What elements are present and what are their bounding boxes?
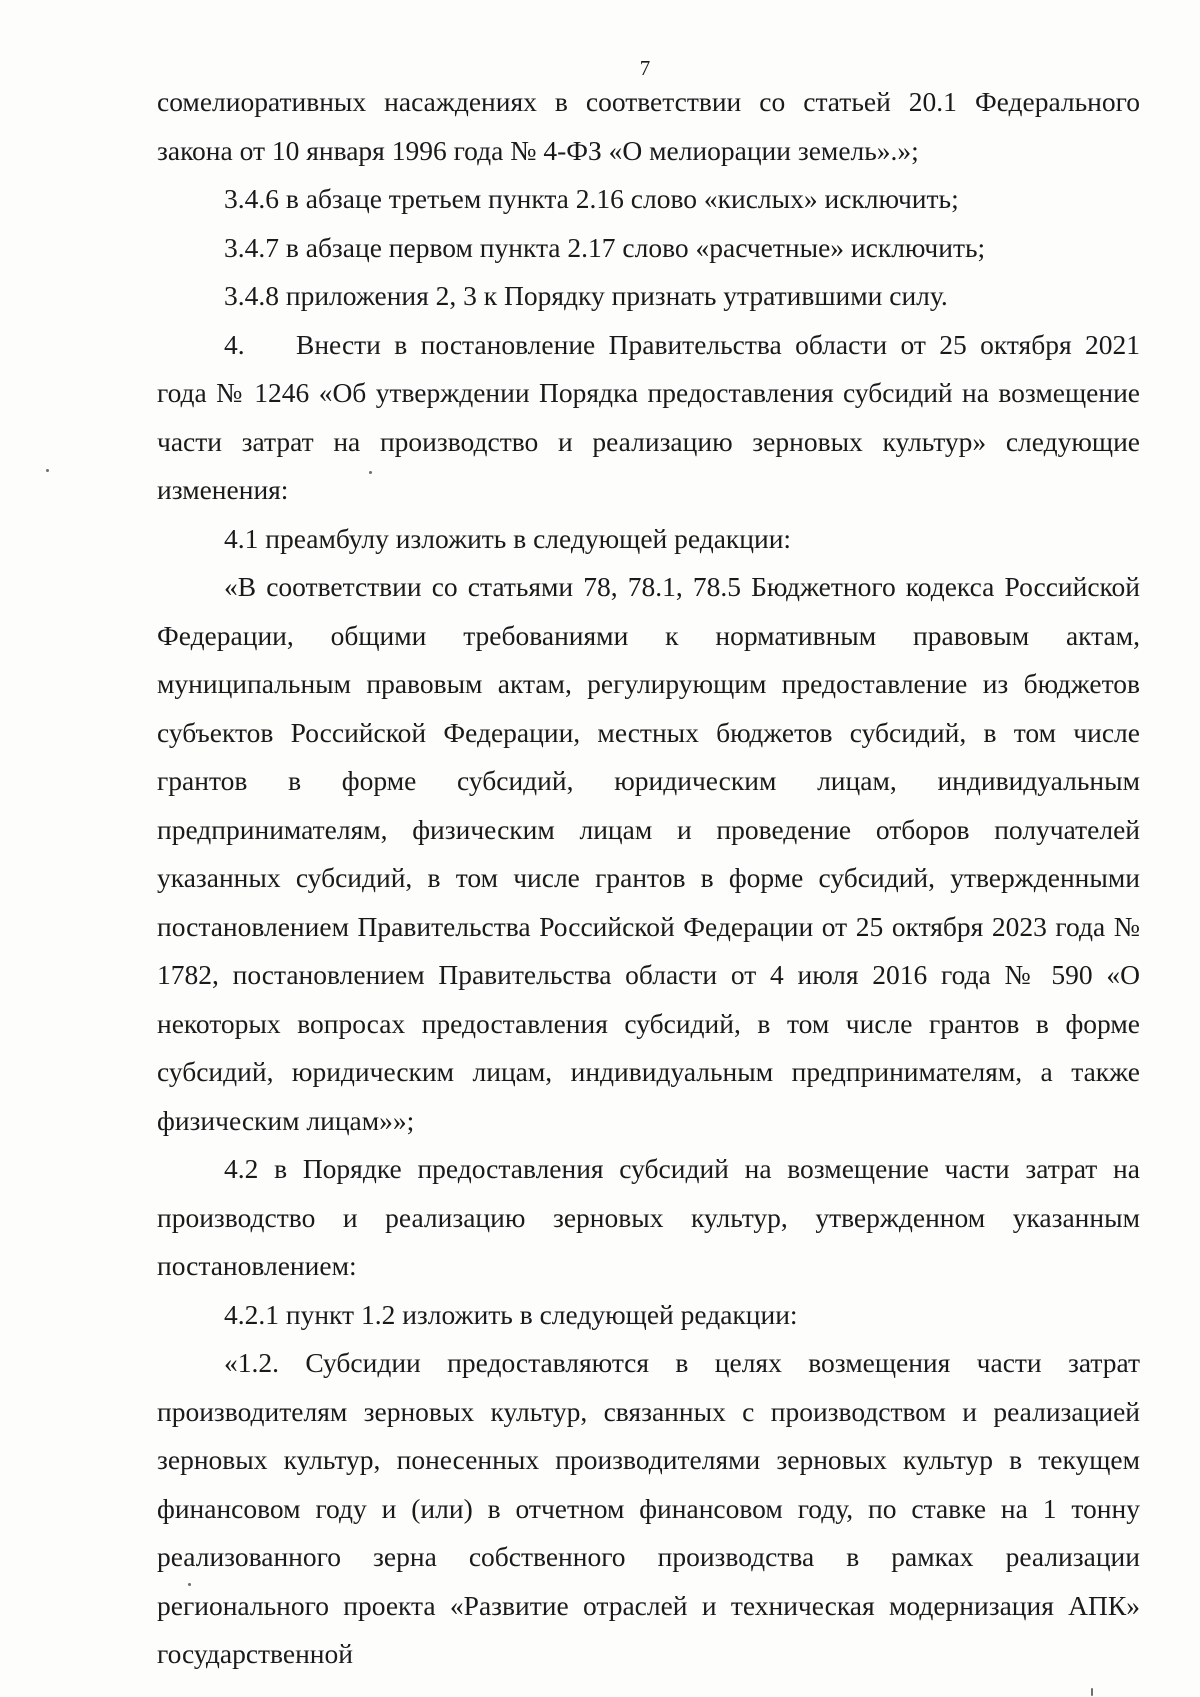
item-4-text: Внести в постановление Правительства области от 25 октября 2021 года № 1246 «Об утверждении Порядка предоставления субсидий на возмещение части затрат на производство и реализацию зерновых культур» следующие изменения: — [157, 328, 1140, 505]
paragraph-1-2-quote: «1.2. Субсидии предоставляются в целях возмещения части затрат производителям зерновых культур, связанных с производством и реализацией зерновых культур, понесенных производителями зерновых культур в текущем финансовом году и (или) в отчетном финансовом году, по ставке на 1 тонну реализованного зерна собственного производства в рамках реализации регионального проекта «Развитие отраслей и техническая модернизация АПК» государственной — [157, 1347, 1140, 1669]
paragraph-3-4-7: 3.4.7 в абзаце первом пункта 2.17 слово «расчетные» исключить; — [224, 231, 986, 263]
scan-speck — [1091, 1688, 1093, 1696]
document-body — [157, 78, 1140, 1679]
paragraph-4-2-1: 4.2.1 пункт 1.2 изложить в следующей редакции: — [224, 1298, 798, 1330]
paragraph-item-4 — [157, 321, 1140, 515]
paragraph-4-2: 4.2 в Порядке предоставления субсидий на возмещение части затрат на производство и реализацию зерновых культур, утвержденном указанным постановлением: — [157, 1153, 1140, 1281]
item-4-number: 4. — [224, 328, 245, 360]
scan-speck — [369, 471, 372, 474]
paragraph-4-1: 4.1 преамбулу изложить в следующей редакции: — [224, 522, 792, 554]
paragraph-3-4-8: 3.4.8 приложения 2, 3 к Порядку признать утратившими силу. — [224, 280, 948, 311]
paragraph-preamble-quote: «В соответствии со статьями 78, 78.1, 78.5 Бюджетного кодекса Российской Федерации, общими требованиями к нормативным правовым актам, муниципальным правовым актам, регулирующим предоставление из бюджетов субъектов Российской Федерации, местных бюджетов субсидий, в том числе грантов в форме субсидий, юридическим лицам, индивидуальным предпринимателям, физическим лицам и проведение отборов получателей указанных субсидий, в том числе грантов в форме субсидий, утвержденными постановлением Правительства Российской Федерации от 25 октября 2023 года № 1782, постановлением Правительства области от 4 июля 2016 года № 590 «О некоторых вопросах предоставления субсидий, в том числе грантов в форме субсидий, юридическим лицам, индивидуальным предпринимателям, а также физическим лицам»»; — [157, 571, 1140, 1136]
page-number: 7 — [639, 56, 651, 80]
paragraph-continuation: сомелиоративных насаждениях в соответствии со статьей 20.1 Федерального закона от 10 января 1996 года № 4-ФЗ «О мелиорации земель».»; — [157, 86, 1140, 166]
scan-speck — [46, 469, 49, 472]
paragraph-3-4-6: 3.4.6 в абзаце третьем пункта 2.16 слово «кислых» исключить; — [224, 183, 959, 214]
scan-speck — [188, 1583, 191, 1586]
